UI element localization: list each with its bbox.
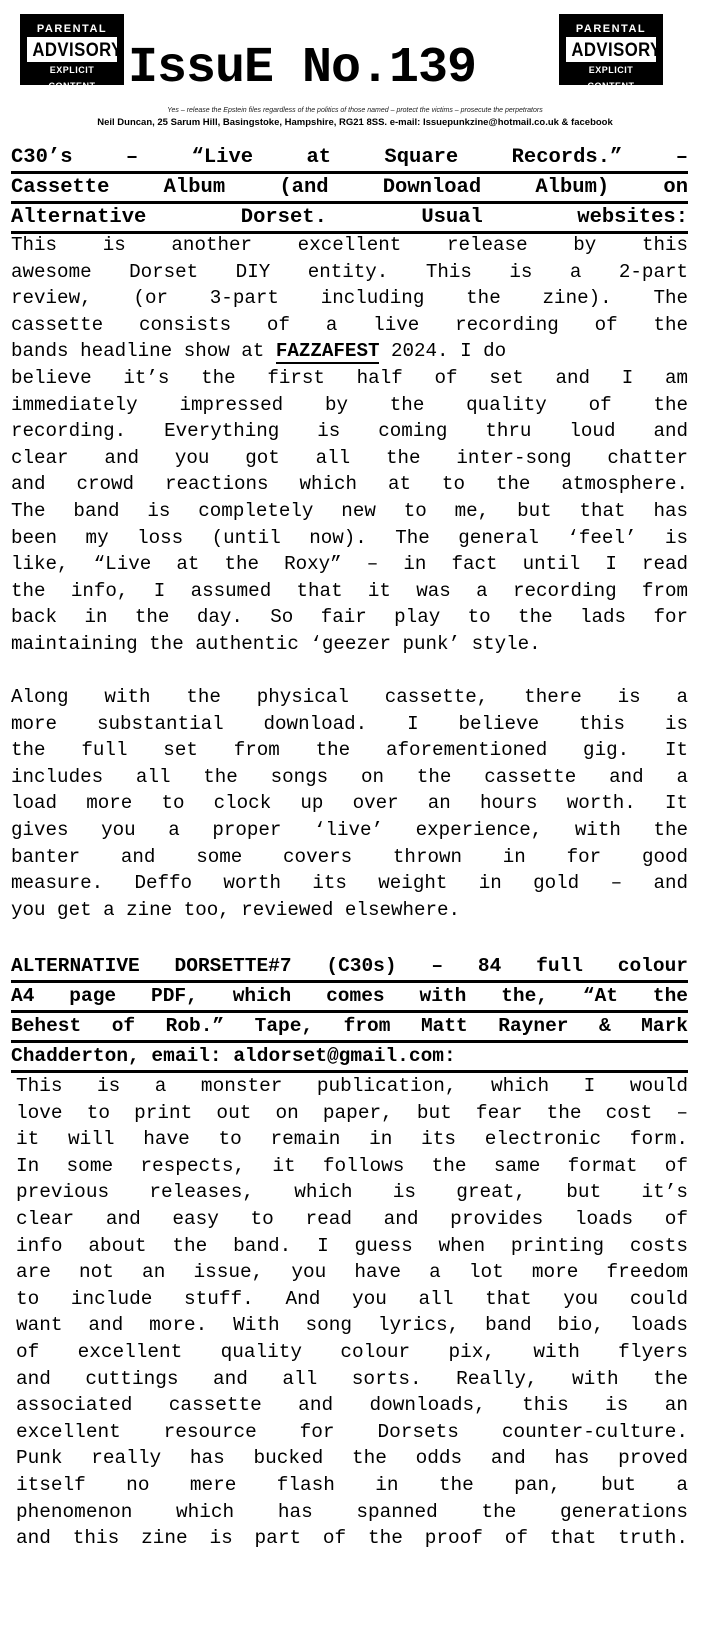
text-line: the full set from the aforementioned gig. It	[11, 739, 688, 762]
badge-bottom-text: EXPLICIT CONTENT	[27, 62, 117, 78]
text-line: info about the band. I guess when printing costs	[16, 1234, 688, 1257]
review1-heading-line: Alternative Dorset. Usual websites:	[11, 204, 688, 234]
text-segment: 2024. I do	[379, 340, 507, 363]
badge-mid-text: ADVISORY	[32, 40, 123, 61]
text-line: previous releases, which is great, but it’s	[16, 1181, 688, 1204]
issue-title: IssuE No.139	[128, 40, 477, 97]
text-line: Along with the physical cassette, there is a	[11, 686, 688, 708]
text-line: In some respects, it follows the same format of	[16, 1154, 688, 1177]
review2-heading-line: Chadderton, email: aldorset@gmail.com:	[11, 1043, 688, 1073]
text-line: The band is completely new to me, but that has	[11, 499, 688, 522]
parental-advisory-badge-right	[559, 14, 663, 91]
text-line: and cuttings and all sorts. Really, with the	[16, 1367, 688, 1390]
text-segment: bands headline show at	[11, 340, 276, 363]
contact-line: Neil Duncan, 25 Sarum Hill, Basingstoke, Hampshire, RG21 8SS. e-mail: Issuepunkzine@hotmail.co.uk & facebook	[97, 117, 613, 128]
review1-heading-line: C30’s – “Live at Square Records.” –	[11, 144, 688, 174]
text-line: of excellent quality colour pix, with flyers	[16, 1340, 688, 1363]
text-line: like, “Live at the Roxy” – in fact until I read	[11, 553, 688, 576]
text-line: banter and some covers thrown in for good	[11, 845, 688, 868]
text-line: it will have to remain in its electronic form.	[16, 1128, 688, 1151]
badge-top-text: PARENTAL	[27, 21, 117, 37]
text-line: This is another excellent release by this	[11, 234, 688, 256]
text-line: to include stuff. And you all that you could	[16, 1287, 688, 1310]
review2-heading	[11, 953, 688, 1073]
badge-mid-text: ADVISORY	[571, 40, 662, 61]
text-line: excellent resource for Dorsets counter-culture.	[16, 1420, 688, 1443]
fazzafest-highlight: FAZZAFEST	[275, 340, 380, 363]
text-line: are not an issue, you have a lot more freedom	[16, 1261, 688, 1284]
parental-advisory-badge-left	[20, 14, 124, 91]
text-line: phenomenon which has spanned the generations	[16, 1500, 688, 1523]
text-line: cassette consists of a live recording of the	[11, 313, 688, 336]
review1-paragraph-2	[11, 684, 688, 923]
text-line: includes all the songs on the cassette and a	[11, 765, 688, 788]
text-line: you get a zine too, reviewed elsewhere.	[11, 898, 461, 921]
text-line: and crowd reactions which at to the atmosphere.	[11, 473, 688, 496]
text-line: maintaining the authentic ‘geezer punk’ style.	[11, 632, 541, 655]
text-line: more substantial download. I believe this is	[11, 712, 688, 735]
review2-heading-line: Behest of Rob.” Tape, from Matt Rayner & Mark	[11, 1013, 688, 1043]
text-line: awesome Dorset DIY entity. This is a 2-part	[11, 260, 688, 283]
badge-top-text: PARENTAL	[566, 21, 656, 37]
text-line: review, (or 3-part including the zine). The	[11, 287, 688, 310]
text-line: recording. Everything is coming thru loud and	[11, 420, 688, 443]
text-line: clear and easy to read and provides loads of	[16, 1207, 688, 1230]
text-line: gives you a proper ‘live’ experience, with the	[11, 818, 688, 841]
badge-bottom-text: EXPLICIT CONTENT	[566, 62, 656, 78]
review1-heading-line: Cassette Album (and Download Album) on	[11, 174, 688, 204]
review2-paragraph	[16, 1073, 688, 1552]
text-line: load more to clock up over an hours worth. It	[11, 792, 688, 815]
text-line: associated cassette and downloads, this is an	[16, 1394, 688, 1417]
text-line: This is a monster publication, which I would	[16, 1075, 688, 1097]
text-line: Punk really has bucked the odds and has proved	[16, 1447, 688, 1470]
text-line: clear and you got all the inter-song chatter	[11, 446, 688, 469]
text-line: want and more. With song lyrics, band bio, loads	[16, 1314, 688, 1337]
text-line-with-highlight	[11, 338, 688, 365]
text-line: believe it’s the first half of set and I am	[11, 366, 688, 389]
text-line: the info, I assumed that it was a recording from	[11, 579, 688, 602]
text-line: back in the day. So fair play to the lads for	[11, 606, 688, 629]
text-line: measure. Deffo worth its weight in gold – and	[11, 872, 688, 895]
review2-heading-line: A4 page PDF, which comes with the, “At the	[11, 983, 688, 1013]
review1-heading	[11, 144, 688, 234]
review1-paragraph-1	[11, 232, 688, 658]
text-line: immediately impressed by the quality of the	[11, 393, 688, 416]
text-line: love to print out on paper, but fear the cost –	[16, 1101, 688, 1124]
tagline: Yes – release the Epstein files regardless of the politics of those named – protect the victims – prosecute the perpetrators	[167, 107, 543, 114]
text-line: been my loss (until now). The general ‘feel’ is	[11, 526, 688, 549]
text-line: and this zine is part of the proof of that truth.	[16, 1527, 688, 1550]
review2-heading-line: ALTERNATIVE DORSETTE#7 (C30s) – 84 full colour	[11, 953, 688, 983]
text-line: itself no mere flash in the pan, but a	[16, 1473, 688, 1496]
